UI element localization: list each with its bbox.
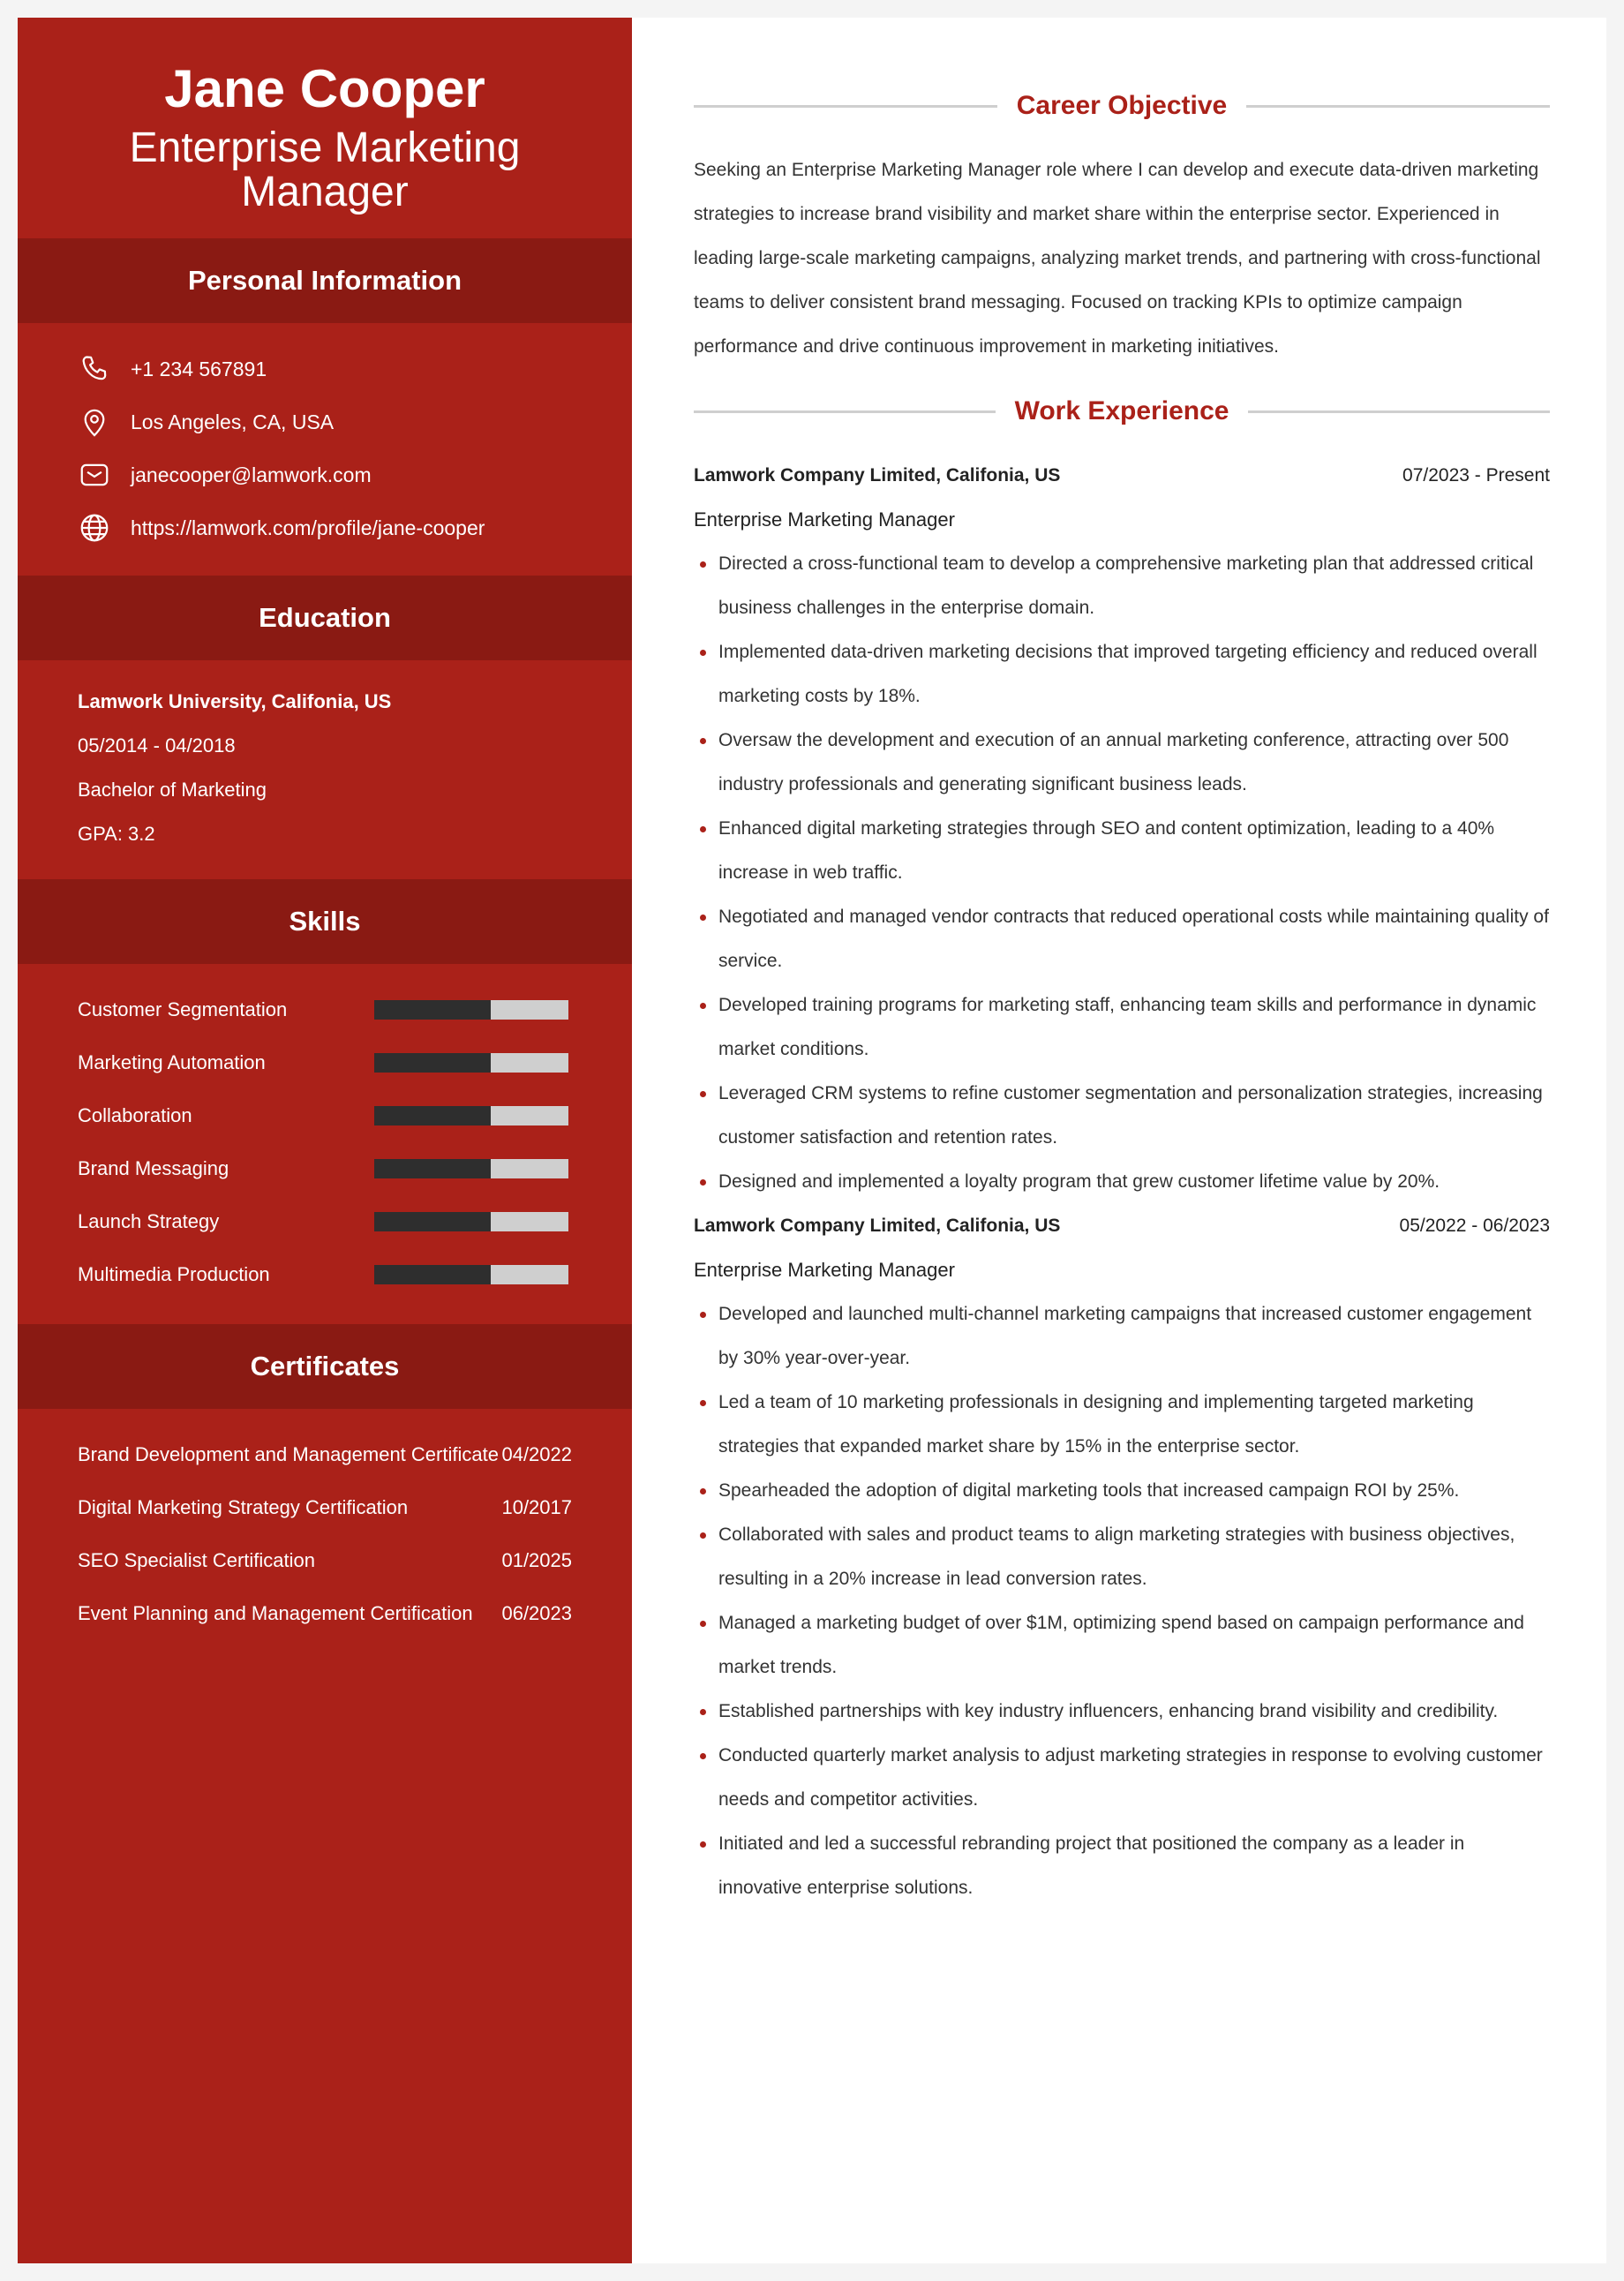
list-item: Directed a cross-functional team to develop a comprehensive marketing plan that addressed critical business challenges in the enterprise domain. bbox=[694, 542, 1550, 630]
certificate-date: 04/2022 bbox=[501, 1443, 572, 1465]
job-bullets bbox=[694, 542, 1550, 1204]
skill-item bbox=[78, 1036, 632, 1089]
job-bullets bbox=[694, 1292, 1550, 1910]
job-header bbox=[694, 454, 1550, 498]
skill-label: Customer Segmentation bbox=[78, 998, 288, 1020]
education-gpa: GPA: 3.2 bbox=[78, 823, 155, 845]
education-school: Lamwork University, Califonia, US bbox=[78, 690, 392, 712]
job-position: Enterprise Marketing Manager bbox=[694, 1259, 955, 1281]
skill-item bbox=[78, 1248, 632, 1301]
skill-item bbox=[78, 1089, 632, 1142]
list-item: Oversaw the development and execution of an annual marketing conference, attracting over 500 industry professionals and generating significant business leads. bbox=[694, 719, 1550, 807]
list-item: Implemented data-driven marketing decisions that improved targeting efficiency and reduced overall marketing costs by 18%. bbox=[694, 630, 1550, 719]
skill-level-fill bbox=[374, 1159, 491, 1178]
education-dates: 05/2014 - 04/2018 bbox=[78, 734, 236, 757]
list-item: Led a team of 10 marketing professionals in designing and implementing targeted marketing strategies that expanded market share by 15% in the enterprise sector. bbox=[694, 1381, 1550, 1469]
skills-heading: Skills bbox=[18, 879, 632, 964]
certificates-heading: Certificates bbox=[18, 1324, 632, 1409]
list-item: Enhanced digital marketing strategies through SEO and content optimization, leading to a 40% increase in web traffic. bbox=[694, 807, 1550, 895]
certificate-item bbox=[78, 1428, 572, 1481]
candidate-role: Enterprise Marketing Manager bbox=[129, 124, 521, 216]
list-item: Designed and implemented a loyalty program that grew customer lifetime value by 20%. bbox=[694, 1160, 1550, 1204]
skill-level-fill bbox=[374, 1053, 491, 1073]
skill-level-bar bbox=[374, 1212, 568, 1231]
certificate-date: 01/2025 bbox=[501, 1549, 572, 1571]
skill-level-fill bbox=[374, 1265, 491, 1284]
skills-list bbox=[18, 964, 632, 1324]
job-dates: 07/2023 - Present bbox=[1402, 465, 1550, 486]
phone-row bbox=[78, 343, 632, 395]
divider bbox=[694, 410, 996, 413]
skill-level-bar bbox=[374, 1159, 568, 1178]
education-degree: Bachelor of Marketing bbox=[78, 779, 267, 801]
list-item: Developed training programs for marketing staff, enhancing team skills and performance in dynamic market conditions. bbox=[694, 983, 1550, 1072]
certificate-name: SEO Specialist Certification bbox=[78, 1549, 315, 1571]
education-section bbox=[18, 660, 632, 879]
phone-text: +1 234 567891 bbox=[131, 357, 267, 380]
skill-level-fill bbox=[374, 1106, 491, 1125]
list-item: Spearheaded the adoption of digital marketing tools that increased campaign ROI by 25%. bbox=[694, 1469, 1550, 1513]
work-experience-heading bbox=[694, 369, 1550, 454]
certificate-date: 06/2023 bbox=[501, 1602, 572, 1624]
personal-info-heading: Personal Information bbox=[18, 238, 632, 323]
skill-label: Launch Strategy bbox=[78, 1210, 220, 1232]
job-entry bbox=[694, 1204, 1550, 1910]
email-row bbox=[78, 448, 632, 501]
certificate-item bbox=[78, 1587, 572, 1640]
divider bbox=[694, 105, 997, 108]
skill-label: Marketing Automation bbox=[78, 1051, 266, 1073]
website-link[interactable]: https://lamwork.com/profile/jane-cooper bbox=[131, 516, 485, 539]
location-row bbox=[78, 395, 632, 448]
certificates-list bbox=[18, 1409, 632, 1640]
email-link[interactable]: janecooper@lamwork.com bbox=[131, 463, 372, 486]
divider bbox=[1246, 105, 1550, 108]
list-item: Leveraged CRM systems to refine customer segmentation and personalization strategies, increasing customer satisfaction and retention rates. bbox=[694, 1072, 1550, 1160]
job-entry bbox=[694, 454, 1550, 1204]
email-icon bbox=[78, 458, 111, 492]
skill-level-fill bbox=[374, 1000, 491, 1020]
skill-label: Multimedia Production bbox=[78, 1263, 270, 1285]
skill-level-bar bbox=[374, 1053, 568, 1073]
certificate-name: Brand Development and Management Certificate bbox=[78, 1443, 499, 1465]
career-objective-heading bbox=[694, 64, 1550, 148]
location-icon bbox=[78, 405, 111, 439]
education-heading: Education bbox=[18, 576, 632, 660]
sidebar bbox=[18, 18, 632, 2263]
career-objective-text: Seeking an Enterprise Marketing Manager role where I can develop and execute data-driven marketing strategies to increase brand visibility and market share within the enterprise sector. Experienced in leading large-scale marketing campaigns, analyzing market trends, and partnering with cross-functional teams to deliver consistent brand messaging. Focused on tracking KPIs to optimize campaign performance and drive continuous improvement in marketing initiatives. bbox=[694, 160, 1541, 357]
skill-level-bar bbox=[374, 1265, 568, 1284]
list-item: Initiated and led a successful rebranding project that positioned the company as a leader in innovative enterprise solutions. bbox=[694, 1822, 1550, 1910]
job-dates: 05/2022 - 06/2023 bbox=[1399, 1216, 1550, 1236]
divider bbox=[1248, 410, 1550, 413]
list-item: Collaborated with sales and product teams to align marketing strategies with business objectives, resulting in a 20% increase in lead conversion rates. bbox=[694, 1513, 1550, 1601]
list-item: Negotiated and managed vendor contracts that reduced operational costs while maintaining quality of service. bbox=[694, 895, 1550, 983]
certificate-item bbox=[78, 1534, 572, 1587]
main-content bbox=[632, 18, 1606, 2263]
certificate-item bbox=[78, 1481, 572, 1534]
location-text: Los Angeles, CA, USA bbox=[131, 410, 335, 433]
candidate-name: Jane Cooper bbox=[164, 59, 485, 118]
certificate-date: 10/2017 bbox=[501, 1496, 572, 1518]
skill-item bbox=[78, 983, 632, 1036]
list-item: Established partnerships with key industry influencers, enhancing brand visibility and credibility. bbox=[694, 1690, 1550, 1734]
globe-icon bbox=[78, 511, 111, 545]
list-item: Conducted quarterly market analysis to adjust marketing strategies in response to evolving customer needs and competitor activities. bbox=[694, 1734, 1550, 1822]
certificate-name: Event Planning and Management Certification bbox=[78, 1602, 473, 1624]
skill-item bbox=[78, 1195, 632, 1248]
certificate-name: Digital Marketing Strategy Certification bbox=[78, 1496, 409, 1518]
section-title: Career Objective bbox=[1016, 91, 1228, 120]
resume-page bbox=[18, 18, 1606, 2263]
website-row bbox=[78, 501, 632, 554]
skill-label: Brand Messaging bbox=[78, 1157, 229, 1179]
job-company: Lamwork Company Limited, Califonia, US bbox=[694, 465, 1061, 486]
resume-header bbox=[18, 18, 632, 238]
section-title: Work Experience bbox=[1014, 396, 1229, 425]
list-item: Developed and launched multi-channel marketing campaigns that increased customer engagement by 30% year-over-year. bbox=[694, 1292, 1550, 1381]
job-company: Lamwork Company Limited, Califonia, US bbox=[694, 1216, 1061, 1236]
phone-icon bbox=[78, 352, 111, 386]
job-header bbox=[694, 1204, 1550, 1248]
skill-label: Collaboration bbox=[78, 1104, 192, 1126]
skill-level-fill bbox=[374, 1212, 491, 1231]
skill-level-bar bbox=[374, 1000, 568, 1020]
skill-level-bar bbox=[374, 1106, 568, 1125]
list-item: Managed a marketing budget of over $1M, optimizing spend based on campaign performance and market trends. bbox=[694, 1601, 1550, 1690]
skill-item bbox=[78, 1142, 632, 1195]
personal-info-list bbox=[18, 323, 632, 576]
job-position: Enterprise Marketing Manager bbox=[694, 508, 955, 531]
